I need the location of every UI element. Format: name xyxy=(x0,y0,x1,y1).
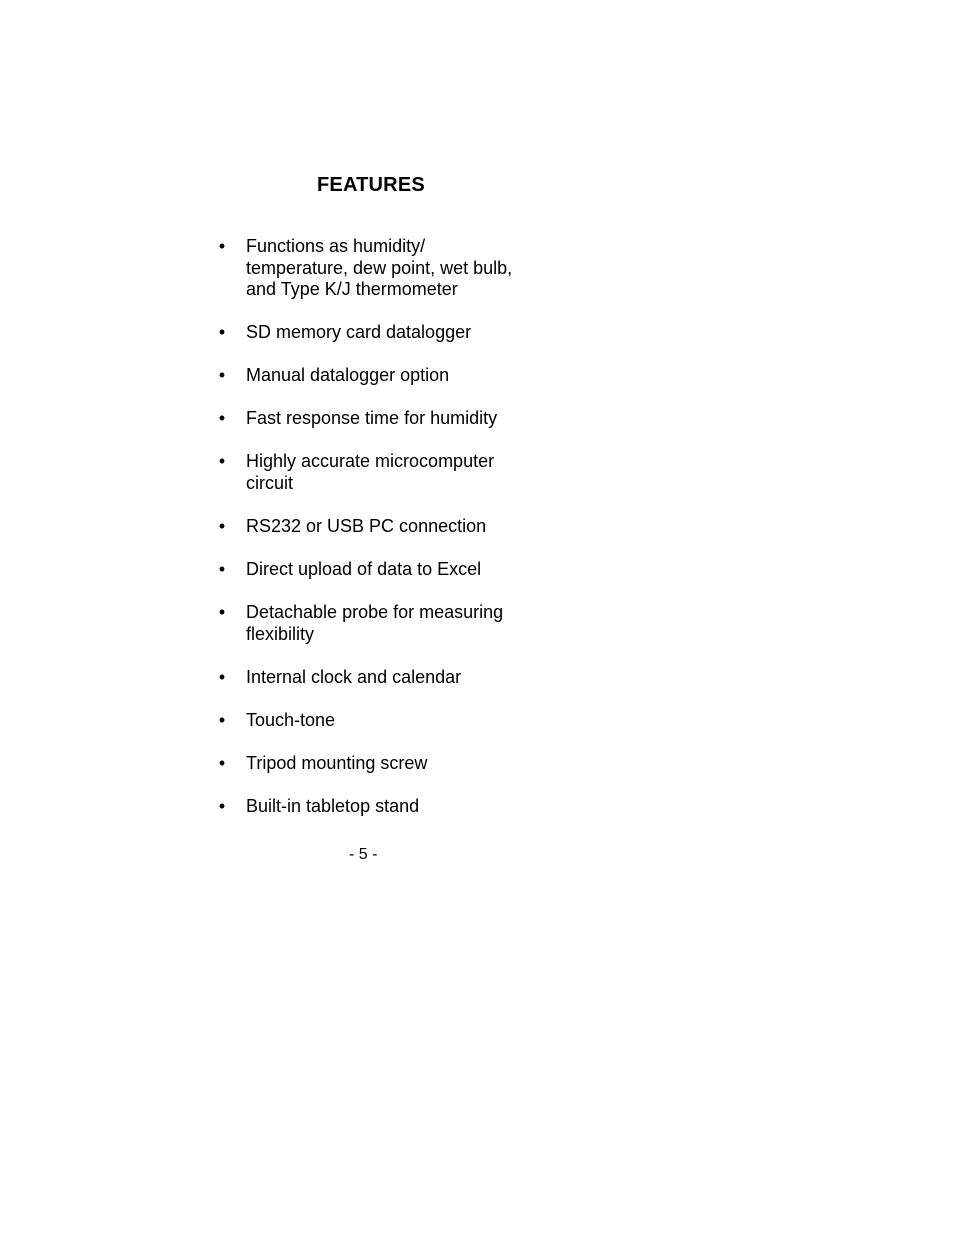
feature-item xyxy=(216,408,536,430)
feature-text: Manual datalogger option xyxy=(246,365,450,386)
bullet-icon: • xyxy=(218,752,226,773)
bullet-icon: • xyxy=(218,516,226,537)
bullet-icon: • xyxy=(218,709,226,730)
page-title: FEATURES xyxy=(317,174,425,196)
bullet-icon: • xyxy=(218,365,226,386)
feature-item xyxy=(216,602,536,645)
feature-text: Direct upload of data to Excel xyxy=(246,559,482,580)
feature-item xyxy=(216,667,536,689)
feature-item xyxy=(216,322,536,344)
feature-item xyxy=(216,365,536,387)
bullet-icon: • xyxy=(218,322,226,343)
feature-text: SD memory card datalogger xyxy=(246,322,472,343)
feature-item xyxy=(216,559,536,581)
feature-text: Detachable probe for measuring flexibility xyxy=(246,602,504,644)
bullet-icon: • xyxy=(218,795,226,816)
feature-text: Internal clock and calendar xyxy=(246,666,462,687)
feature-list xyxy=(216,236,536,839)
feature-item xyxy=(216,516,536,538)
feature-text: Fast response time for humidity xyxy=(246,408,498,429)
feature-item xyxy=(216,710,536,732)
bullet-icon: • xyxy=(218,666,226,687)
bullet-icon: • xyxy=(218,602,226,623)
page-number: - 5 - xyxy=(349,846,378,863)
feature-text: Functions as humidity/ temperature, dew point, wet bulb, and Type K/J thermometer xyxy=(246,236,513,300)
feature-text: Touch-tone xyxy=(246,709,336,730)
feature-text: Built-in tabletop stand xyxy=(246,795,420,816)
feature-text: RS232 or USB PC connection xyxy=(246,516,487,537)
feature-item xyxy=(216,236,536,301)
feature-item xyxy=(216,796,536,818)
feature-text: Highly accurate microcomputer circuit xyxy=(246,451,495,494)
feature-item xyxy=(216,451,536,494)
bullet-icon: • xyxy=(218,408,226,429)
bullet-icon: • xyxy=(218,236,226,256)
feature-item xyxy=(216,753,536,775)
bullet-icon: • xyxy=(218,559,226,580)
bullet-icon: • xyxy=(218,451,226,472)
feature-text: Tripod mounting screw xyxy=(246,752,428,773)
